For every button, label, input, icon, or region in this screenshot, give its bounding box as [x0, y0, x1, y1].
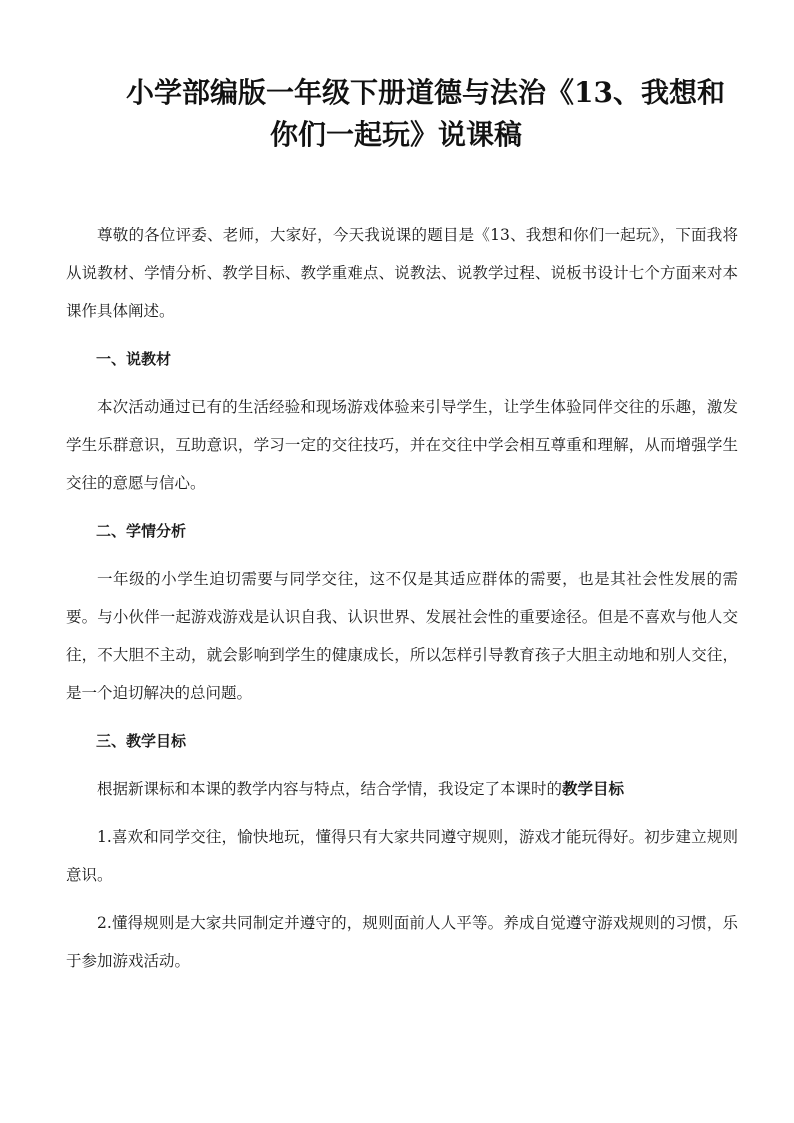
- teaching-goals-intro-bold: 教学目标: [562, 779, 625, 798]
- teaching-goal-1: 1.喜欢和同学交往，愉快地玩，懂得只有大家共同遵守规则，游戏才能玩得好。初步建立规则意识。: [66, 828, 738, 884]
- title-line-1: 小学部编版一年级下册道德与法治《13、我想和: [126, 76, 725, 109]
- teaching-goals-intro: [66, 770, 738, 808]
- section-heading-teaching-goals: 三、教学目标: [96, 732, 187, 750]
- document-title: [0, 72, 794, 156]
- intro-paragraph: 尊敬的各位评委、老师，大家好，今天我说课的题目是《13、我想和你们一起玩》，下面我将从说教材、学情分析、教学目标、教学重难点、说教法、说教学过程、说板书设计七个方面来对本课作具体阐述。: [66, 226, 738, 320]
- section-heading-student-analysis: 二、学情分析: [96, 522, 187, 540]
- textbook-paragraph: 本次活动通过已有的生活经验和现场游戏体验来引导学生，让学生体验同伴交往的乐趣，激发学生乐群意识，互助意识，学习一定的交往技巧，并在交往中学会相互尊重和理解，从而增强学生交往的意愿与信心。: [66, 398, 738, 492]
- student-analysis-paragraph: 一年级的小学生迫切需要与同学交往，这不仅是其适应群体的需要，也是其社会性发展的需要。与小伙伴一起游戏游戏是认识自我、认识世界、发展社会性的重要途径。但是不喜欢与他人交往，不大胆不主动，就会影响到学生的健康成长，所以怎样引导教育孩子大胆主动地和别人交往，是一个迫切解决的总问题。: [66, 570, 738, 702]
- teaching-goals-intro-text: 根据新课标和本课的教学内容与特点，结合学情，我设定了本课时的: [97, 780, 563, 798]
- section-heading-textbook: 一、说教材: [96, 350, 172, 368]
- teaching-goal-2: 2.懂得规则是大家共同制定并遵守的，规则面前人人平等。养成自觉遵守游戏规则的习惯，乐于参加游戏活动。: [66, 914, 738, 970]
- title-line-2: 你们一起玩》说课稿: [270, 118, 523, 151]
- document-body: [66, 216, 738, 990]
